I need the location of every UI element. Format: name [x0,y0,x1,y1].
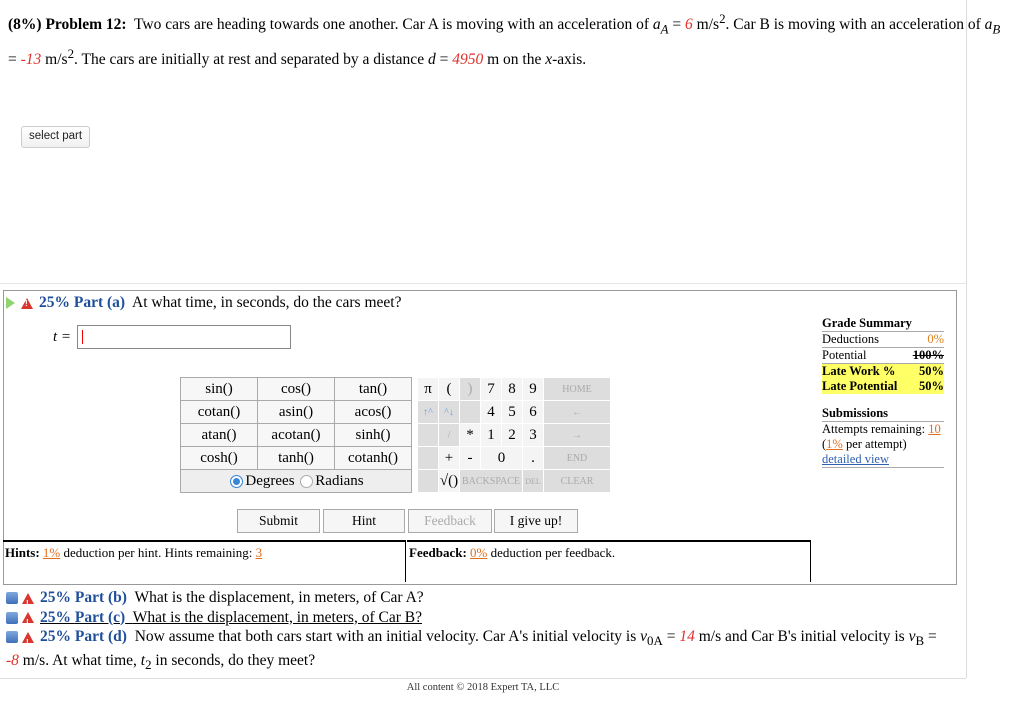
expand-icon[interactable] [6,612,18,624]
part-b-percent: 25% [40,589,71,606]
grade-summary [822,316,944,468]
backspace-key[interactable]: BACKSPACE [460,470,523,493]
feedback-text: deduction per feedback. [490,545,616,560]
attempts-value[interactable]: 10 [928,422,941,436]
deductions-value: 0% [927,332,944,346]
acotan-button[interactable]: acotan() [258,424,335,447]
part-d-question: in seconds, do they meet? [155,651,316,669]
divide-key[interactable]: / [439,424,460,447]
blank-key [418,424,439,447]
footer-copyright: All content © 2018 Expert TA, LLC [406,682,560,693]
aA-value: 6 [685,16,693,34]
multiply-key[interactable]: * [460,424,481,447]
key-2[interactable]: 2 [502,424,523,447]
right-arrow-key[interactable]: → [544,424,611,447]
part-c-label: Part (c) [74,608,126,626]
d-symbol: d [427,51,436,69]
hints-bar [3,540,406,582]
radians-radio[interactable] [300,475,313,488]
part-d-question: m/s and Car B's initial velocity is [698,628,905,645]
aB-value: -13 [20,51,42,69]
cotan-button[interactable]: cotan() [181,401,258,424]
cosh-button[interactable]: cosh() [181,447,258,470]
vA-value: 14 [679,628,695,645]
late-work-label: Late Work % [822,364,896,378]
detailed-view-link[interactable]: detailed view [822,452,889,466]
end-key[interactable]: END [544,447,611,470]
tanh-button[interactable]: tanh() [258,447,335,470]
asin-button[interactable]: asin() [258,401,335,424]
hints-remaining[interactable]: 3 [255,545,263,560]
part-b-label: Part (b) [74,589,127,606]
hints-text: deduction per hint. Hints remaining: [63,545,253,560]
grade-summary-title: Grade Summary [822,316,944,332]
text-caret [82,330,83,344]
part-c-percent: 25% [40,608,71,626]
key-9[interactable]: 9 [523,378,544,401]
deductions-label: Deductions [822,332,879,346]
per-attempt-text: per attempt) [845,437,907,451]
right-paren-key[interactable]: ) [460,378,481,401]
aB-symbol: a [984,16,993,34]
aA-symbol: a [652,16,661,34]
d-value: 4950 [452,51,484,69]
degrees-radio[interactable] [230,475,243,488]
vB-value: -8 [6,651,19,669]
atan-button[interactable]: atan() [181,424,258,447]
give-up-button[interactable]: I give up! [494,509,578,533]
sinh-button[interactable]: sinh() [335,424,412,447]
part-c-row[interactable] [6,608,966,628]
key-1[interactable]: 1 [481,424,502,447]
unit: m/s [696,16,720,34]
problem-text: . Car B is moving with an acceleration of [725,16,981,34]
late-potential-label: Late Potential [822,379,898,393]
part-d-question: Now assume that both cars start with an initial velocity. Car A's initial velocity is [134,628,637,645]
problem-header: (8%) Problem 12: [8,16,127,34]
late-work-row [822,364,944,379]
part-a-label: Part (a) [73,294,126,311]
submit-button[interactable]: Submit [237,509,320,533]
submissions-title: Submissions [822,406,944,422]
axis-symbol: x [545,51,553,69]
radians-label: Radians [315,472,364,489]
down-key[interactable]: ^↓ [439,401,460,424]
page-frame-right [966,0,967,678]
acos-button[interactable]: acos() [335,401,412,424]
part-d-question: m/s. At what time, [22,651,137,669]
answer-label: t = [53,329,72,345]
left-arrow-key[interactable]: ← [544,401,611,424]
left-paren-key[interactable]: ( [439,378,460,401]
problem-text: -axis. [552,51,587,69]
per-attempt-row: (1% per attempt) [822,437,907,451]
deductions-row [822,332,944,348]
numeric-keypad [417,377,611,493]
part-a-question: At what time, in seconds, do the cars meet? [132,294,402,311]
problem-text: Two cars are heading towards one another. Car A is moving with an acceleration of [134,16,650,34]
feedback-label: Feedback: [409,545,467,560]
part-b-row[interactable] [6,588,966,608]
key-0[interactable]: 0 [481,447,523,470]
part-b-question: What is the displacement, in meters, of Car A? [134,589,424,606]
pi-key[interactable]: π [418,378,439,401]
problem-text: . The cars are initially at rest and separated by a distance [74,51,425,69]
blank-key [418,447,439,470]
play-icon [6,297,15,309]
hints-label: Hints: [5,545,40,560]
attempts-row [822,422,944,437]
vB-sub: B [915,633,925,649]
feedback-deduction-pct[interactable]: 0% [470,545,488,560]
page-frame-bottom [0,678,966,679]
part-c-question: What is the displacement, in meters, of Car B? [132,608,422,626]
problem-text: m on the [487,51,542,69]
del-key[interactable]: DEL [523,470,544,493]
warning-icon [22,632,34,643]
warning-icon [22,593,34,604]
per-attempt-pct[interactable]: 1% [826,437,843,451]
sin-button[interactable]: sin() [181,378,258,401]
key-6[interactable]: 6 [523,401,544,424]
expand-icon[interactable] [6,631,18,643]
unit: m/s [45,51,68,69]
hint-button[interactable]: Hint [323,509,405,533]
angle-mode-row [181,470,412,493]
problem-statement: (8%) Problem 12: Two cars are heading towards one another. Car A is moving with an acceleration of $a_A = 6$ $m/s^2$. Car B is moving with an acceleration of $a_B = -13$ $m/s^2$. The cars are initially at rest and separated by a distance d = 4950 m on the x-axis. [8,11,1001,69]
degrees-label: Degrees [245,472,295,489]
dot-key[interactable]: . [523,447,544,470]
part-a-header [6,294,401,312]
blank-key [418,470,439,493]
potential-row [822,348,944,364]
other-parts-list [6,588,966,674]
t2-sub: 2 [145,656,152,672]
part-d-row[interactable]: !25% Part (d) Now assume that both cars start with an initial velocity. Car A's initial velocity is $v_{0A} = 14$ m/s and Car B's initial velocity is $v_B$ = -8 m/s. At what time, $t_2$ in seconds, do they meet? [6,627,966,674]
part-d-label: Part (d) [74,628,127,645]
tan-button[interactable]: tan() [335,378,412,401]
aA-sub: A [660,21,669,37]
late-potential-row [822,379,944,394]
attempts-label: Attempts remaining: [822,422,926,436]
select-part-button[interactable]: select part [21,126,90,148]
clear-key[interactable]: CLEAR [544,470,611,493]
minus-key[interactable]: - [460,447,481,470]
sqrt-key[interactable]: √() [439,470,460,493]
potential-label: Potential [822,348,867,362]
feedback-button[interactable]: Feedback [408,509,492,533]
cotanh-button[interactable]: cotanh() [335,447,412,470]
plus-key[interactable]: + [439,447,460,470]
divider [0,283,966,284]
function-keypad [180,377,412,493]
key-3[interactable]: 3 [523,424,544,447]
feedback-bar [407,540,811,582]
expand-icon[interactable] [6,592,18,604]
warning-icon [22,612,34,623]
cos-button[interactable]: cos() [258,378,335,401]
vA-sub: 0A [647,633,663,649]
key-5[interactable]: 5 [502,401,523,424]
part-d-percent: 25% [40,628,71,645]
key-8[interactable]: 8 [502,378,523,401]
part-a-percent: 25% [39,294,70,311]
key-4[interactable]: 4 [481,401,502,424]
potential-value: 100% [912,348,944,362]
blank-key [460,401,481,424]
aB-sub: B [992,21,1001,37]
late-work-value: 50% [919,364,944,378]
hint-deduction-pct[interactable]: 1% [42,545,61,560]
home-key[interactable]: HOME [544,378,611,401]
key-7[interactable]: 7 [481,378,502,401]
answer-input[interactable] [77,325,291,349]
warning-icon [21,298,33,309]
up-key[interactable]: ↑^ [418,401,439,424]
late-potential-value: 50% [919,379,944,393]
